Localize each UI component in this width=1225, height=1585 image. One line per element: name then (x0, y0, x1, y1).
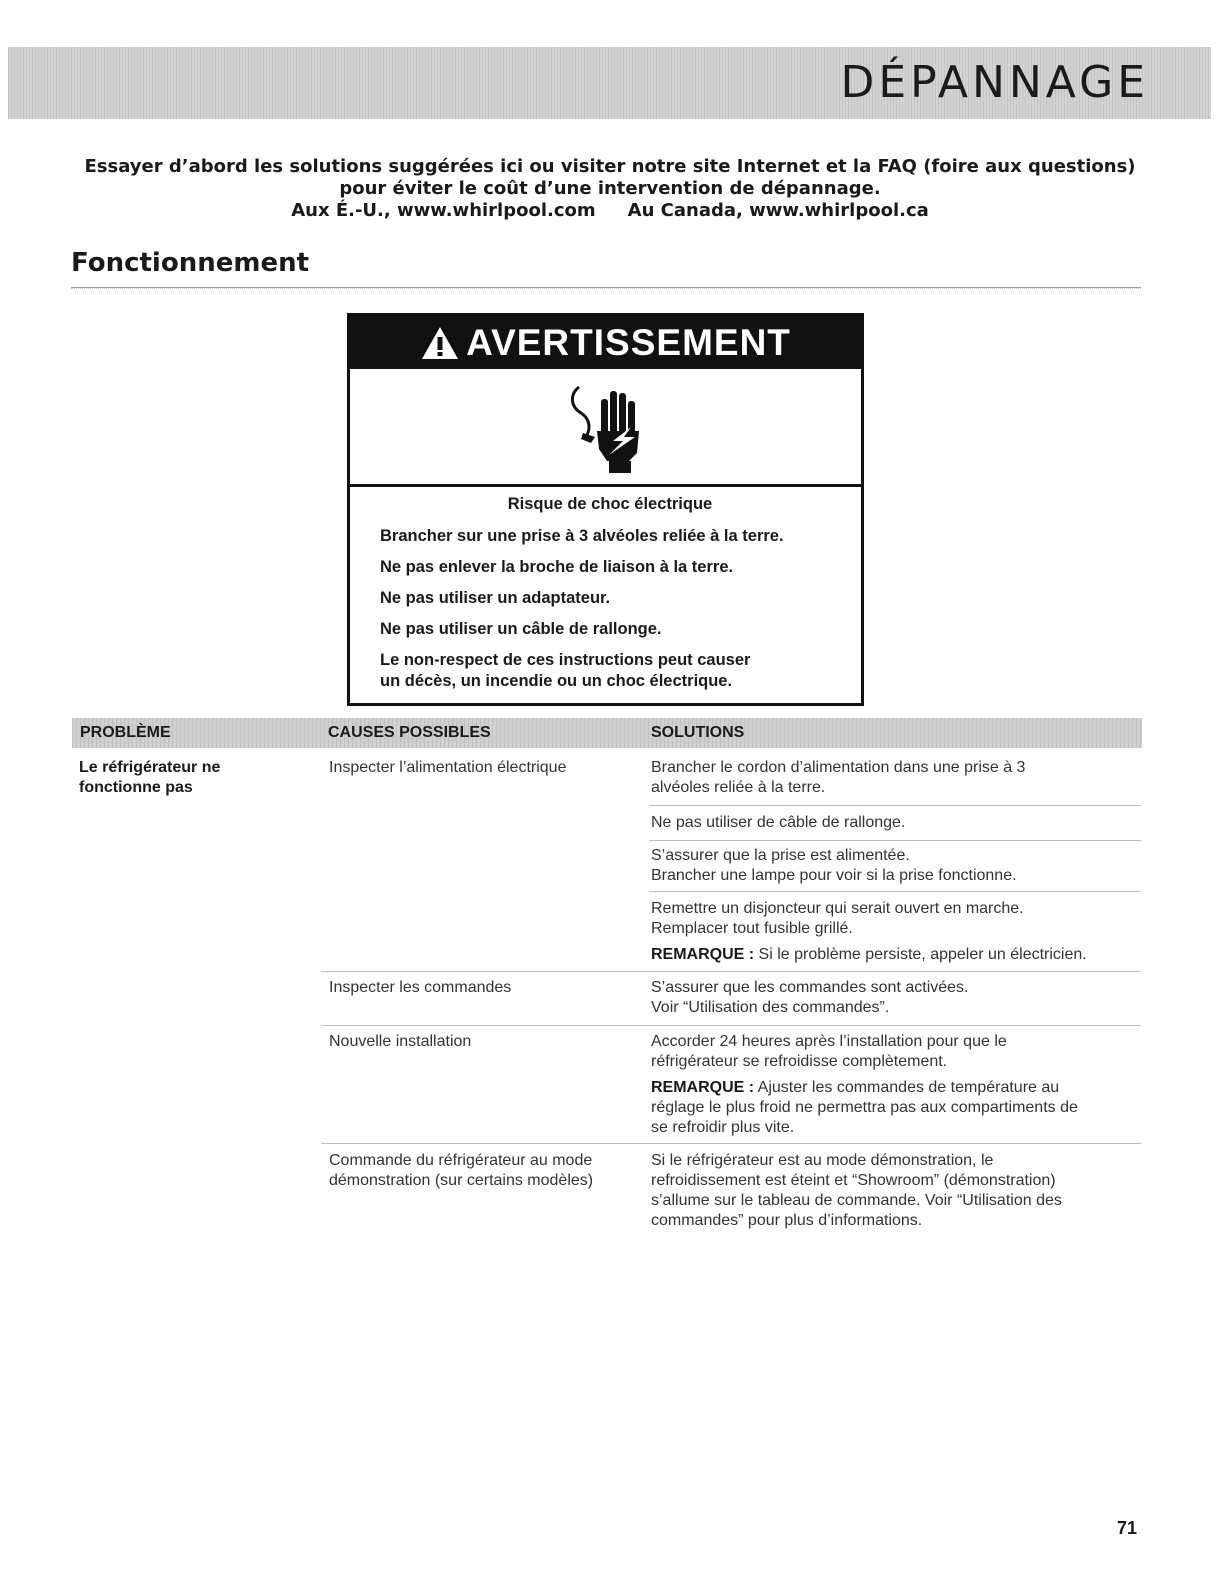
warning-final-line-1: Le non-respect de ces instructions peut causer (380, 651, 751, 669)
cause-line: Inspecter les commandes (329, 979, 512, 996)
row-divider (649, 840, 1141, 841)
header-problem: PROBLÈME (80, 724, 171, 741)
section-title: Fonctionnement (71, 248, 310, 278)
cause-line: Inspecter l’alimentation électrique (329, 759, 567, 776)
header-banner (8, 47, 1211, 119)
row-divider (321, 1025, 1141, 1026)
solution-cell (651, 1032, 1078, 1138)
solution-cell (651, 978, 968, 1018)
intro-text (60, 156, 1160, 222)
intro-line-1: Essayer d’abord les solutions suggérées ici ou visiter notre site Internet et la FAQ (foire aux questions) (84, 156, 1136, 177)
note-text: Ajuster les commandes de température au (754, 1079, 1060, 1096)
warning-line: Ne pas enlever la broche de liaison à la terre. (380, 558, 734, 576)
solution-line: Brancher le cordon d’alimentation dans une prise à 3 (651, 759, 1026, 776)
solution-line: Ne pas utiliser de câble de rallonge. (651, 814, 906, 831)
solution-cell (651, 813, 905, 833)
solution-line: S’assurer que les commandes sont activées. (651, 979, 969, 996)
header-solutions: SOLUTIONS (651, 724, 745, 741)
solution-line: réfrigérateur se refroidisse complètement. (651, 1053, 948, 1070)
solution-line: S’assurer que la prise est alimentée. (651, 847, 910, 864)
page-title: DÉPANNAGE (840, 57, 1149, 108)
section-divider (71, 287, 1141, 289)
solution-line: Si le réfrigérateur est au mode démonstration, le (651, 1152, 994, 1169)
problem-cell (79, 758, 299, 798)
solution-line: refroidissement est éteint et “Showroom” (démonstration) (651, 1172, 1056, 1189)
cause-cell (329, 758, 566, 778)
note-label: REMARQUE : (651, 946, 755, 963)
problem-line: fonctionne pas (79, 779, 193, 796)
note-text: Si le problème persiste, appeler un électricien. (754, 946, 1087, 963)
solution-line: s’allume sur le tableau de commande. Voir “Utilisation des (651, 1192, 1062, 1209)
solution-cell (651, 899, 1087, 965)
solution-line: Remplacer tout fusible grillé. (651, 920, 853, 937)
solution-cell (651, 846, 1017, 886)
solution-line: alvéoles reliée à la terre. (651, 779, 826, 796)
intro-urls (60, 200, 1160, 222)
header-causes: CAUSES POSSIBLES (328, 724, 491, 741)
note-label: REMARQUE : (651, 1079, 755, 1096)
warning-final-line-2: un décès, un incendie ou un choc électrique. (380, 672, 733, 690)
warning-header (350, 316, 861, 369)
solution-line: commandes” pour plus d’informations. (651, 1212, 923, 1229)
warning-line: Brancher sur une prise à 3 alvéoles reliée à la terre. (380, 527, 784, 545)
solution-note (651, 945, 1087, 965)
cause-line: Commande du réfrigérateur au mode (329, 1152, 593, 1169)
solution-line: Accorder 24 heures après l’installation pour que le (651, 1033, 1007, 1050)
warning-risk: Risque de choc électrique (507, 495, 713, 513)
note-text: réglage le plus froid ne permettra pas aux compartiments de (651, 1099, 1078, 1116)
cause-line: démonstration (sur certains modèles) (329, 1172, 594, 1189)
cause-cell (329, 1032, 471, 1052)
problem-line: Le réfrigérateur ne (79, 759, 221, 776)
intro-line-2: pour éviter le coût d’une intervention de dépannage. (339, 178, 881, 199)
electric-shock-hand-icon (561, 381, 651, 473)
cause-cell (329, 978, 511, 998)
warning-line: Ne pas utiliser un câble de rallonge. (380, 620, 662, 638)
cause-line: Nouvelle installation (329, 1033, 472, 1050)
warning-icon-area (350, 369, 861, 487)
row-divider (649, 805, 1141, 806)
table-header (72, 718, 1142, 748)
warning-line: Ne pas utiliser un adaptateur. (380, 589, 611, 607)
warning-triangle-icon (420, 325, 460, 361)
warning-title: AVERTISSEMENT (466, 321, 791, 363)
solution-cell (651, 1151, 1062, 1231)
solution-line: Remettre un disjoncteur qui serait ouvert en marche. (651, 900, 1024, 917)
solution-note (651, 1078, 1078, 1098)
row-divider (321, 1143, 1141, 1144)
solution-line: Brancher une lampe pour voir si la prise fonctionne. (651, 867, 1017, 884)
solution-line: Voir “Utilisation des commandes”. (651, 999, 890, 1016)
url-us: Aux É.-U., www.whirlpool.com (291, 200, 596, 221)
note-text: se refroidir plus vite. (651, 1119, 795, 1136)
warning-box (347, 313, 864, 706)
cause-cell (329, 1151, 593, 1191)
row-divider (321, 971, 1141, 972)
row-divider (649, 891, 1141, 892)
url-ca: Au Canada, www.whirlpool.ca (627, 200, 929, 221)
warning-text (380, 494, 840, 692)
page-number: 71 (1117, 1518, 1138, 1538)
solution-cell (651, 758, 1025, 798)
